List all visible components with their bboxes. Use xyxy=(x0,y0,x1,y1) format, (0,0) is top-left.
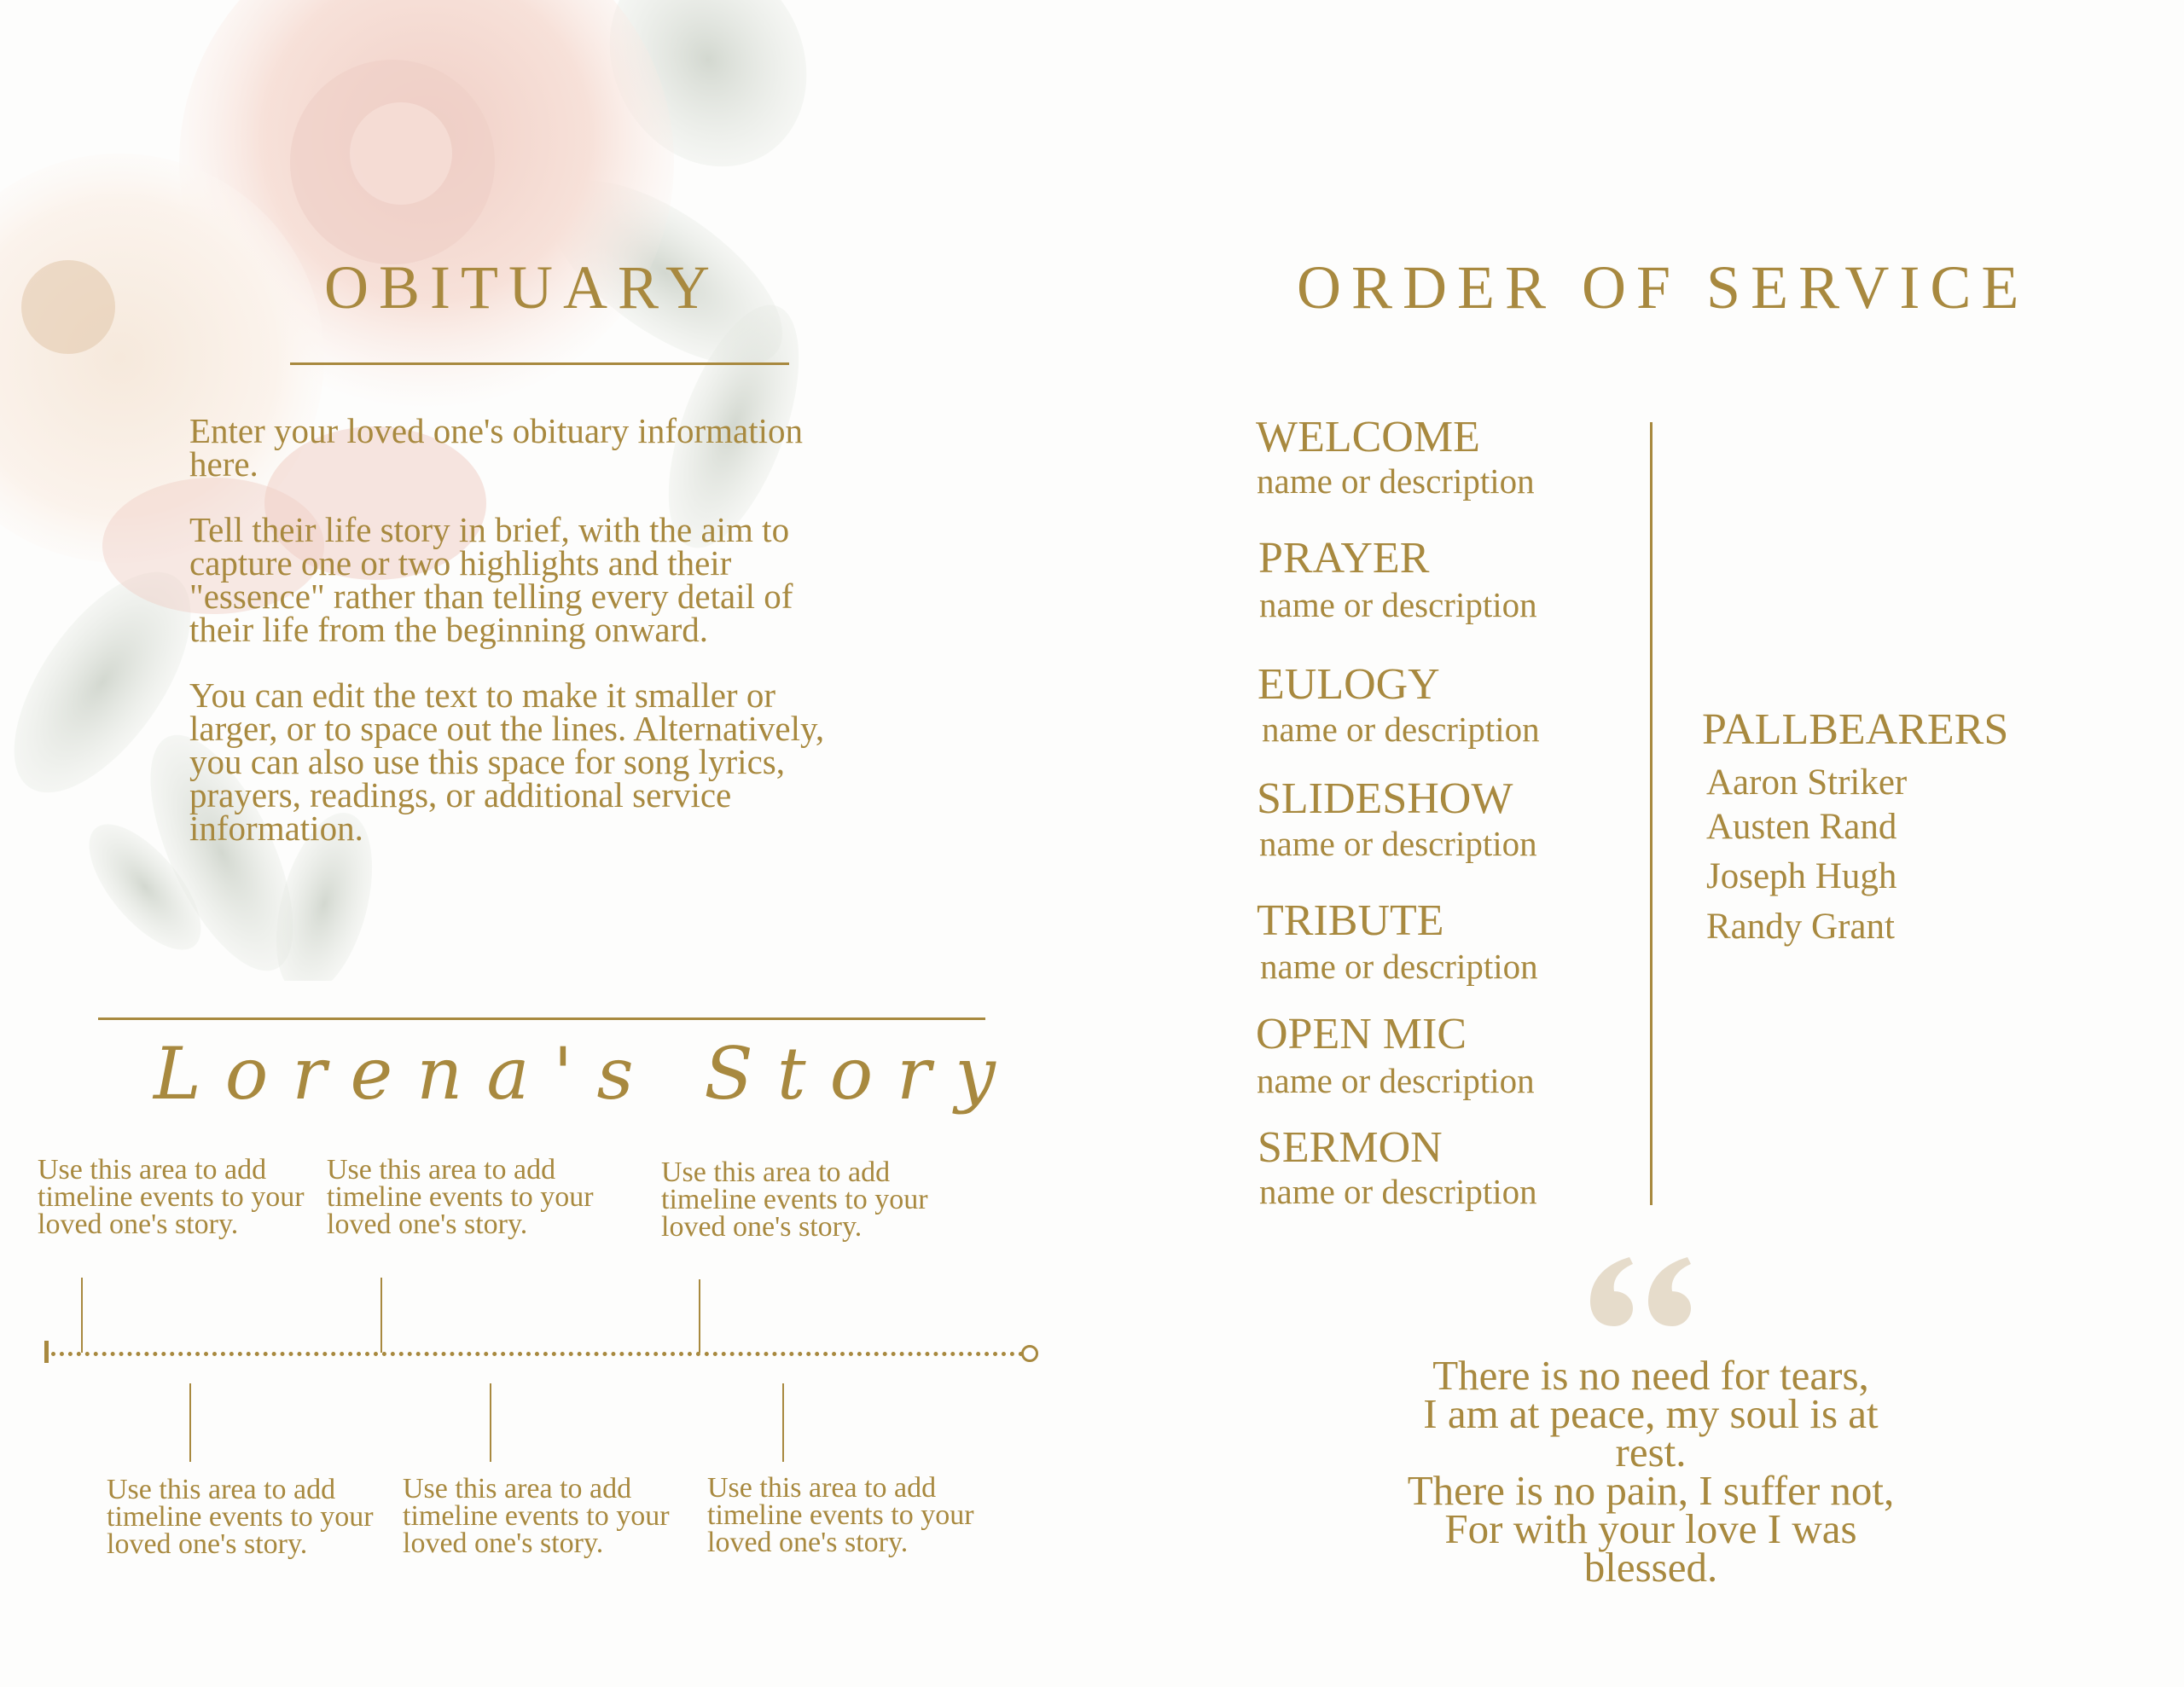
timeline-tick xyxy=(699,1279,700,1353)
poem-line: There is no need for tears, xyxy=(1432,1352,1869,1399)
service-heading: ORDER OF SERVICE xyxy=(1297,253,2030,322)
story-divider xyxy=(98,1017,985,1020)
timeline-tick xyxy=(490,1383,491,1462)
obituary-body xyxy=(189,411,838,878)
obituary-paragraph: You can edit the text to make it smaller or larger, or to space out the lines. Alternatively, you can also use this space for song lyrics, prayers, readings, or additional service information. xyxy=(189,675,825,848)
pallbearer-name: Randy Grant xyxy=(1706,907,1895,947)
service-item-desc: name or description xyxy=(1259,1172,1537,1211)
timeline-tick xyxy=(189,1383,191,1462)
timeline-event-above-3: Use this area to add timeline events to your loved one's story. xyxy=(661,1157,928,1243)
obituary-heading-rule xyxy=(290,362,789,365)
service-item-title: EULOGY xyxy=(1258,660,1440,709)
timeline-event-below-2: Use this area to add timeline events to your loved one's story. xyxy=(403,1473,670,1559)
service-item-title: OPEN MIC xyxy=(1256,1010,1467,1058)
service-item-title: PRAYER xyxy=(1258,534,1430,583)
poem xyxy=(1339,1352,1962,1591)
timeline-tick xyxy=(81,1278,83,1353)
timeline-end-marker xyxy=(1021,1345,1038,1362)
pallbearer-name: Joseph Hugh xyxy=(1706,856,1897,896)
timeline-tick xyxy=(380,1278,382,1353)
poem-line: blessed. xyxy=(1583,1544,1718,1591)
service-item-desc: name or description xyxy=(1257,1061,1535,1100)
service-item-desc: name or description xyxy=(1260,947,1538,986)
pallbearer-name: Aaron Striker xyxy=(1706,762,1908,803)
service-divider xyxy=(1650,422,1653,1205)
story-title: Lorena's Story xyxy=(154,1032,1019,1116)
pallbearer-name: Austen Rand xyxy=(1706,807,1897,847)
timeline-start-marker xyxy=(44,1341,49,1363)
poem-line: rest. xyxy=(1615,1429,1687,1475)
timeline-event-above-1: Use this area to add timeline events to your loved one's story. xyxy=(38,1154,305,1240)
service-item-title: TRIBUTE xyxy=(1257,896,1444,945)
poem-line: I am at peace, my soul is at xyxy=(1423,1390,1879,1437)
service-item-title: SERMON xyxy=(1258,1123,1443,1172)
timeline-event-below-1: Use this area to add timeline events to your loved one's story. xyxy=(107,1474,374,1560)
timeline-tick xyxy=(782,1383,784,1462)
service-item-title: SLIDESHOW xyxy=(1257,774,1513,823)
poem-line: For with your love I was xyxy=(1444,1505,1857,1552)
quote-mark-icon xyxy=(1589,1254,1699,1330)
obituary-heading: OBITUARY xyxy=(324,253,721,322)
service-item-desc: name or description xyxy=(1259,585,1537,624)
obituary-paragraph: Tell their life story in brief, with the aim to capture one or two highlights and their "essence" rather than telling every detail of their life from the beginning onward. xyxy=(189,510,793,649)
timeline-event-below-3: Use this area to add timeline events to your loved one's story. xyxy=(707,1472,974,1558)
timeline-line xyxy=(51,1352,1024,1356)
obituary-paragraph: Enter your loved one's obituary information here. xyxy=(189,411,804,484)
service-item-title: WELCOME xyxy=(1256,413,1480,461)
poem-line: There is no pain, I suffer not, xyxy=(1407,1467,1895,1514)
service-item-desc: name or description xyxy=(1259,824,1537,863)
timeline-event-above-2: Use this area to add timeline events to your loved one's story. xyxy=(327,1154,594,1240)
service-item-desc: name or description xyxy=(1262,710,1540,749)
pallbearers-title: PALLBEARERS xyxy=(1702,705,2009,754)
service-item-desc: name or description xyxy=(1257,461,1535,501)
